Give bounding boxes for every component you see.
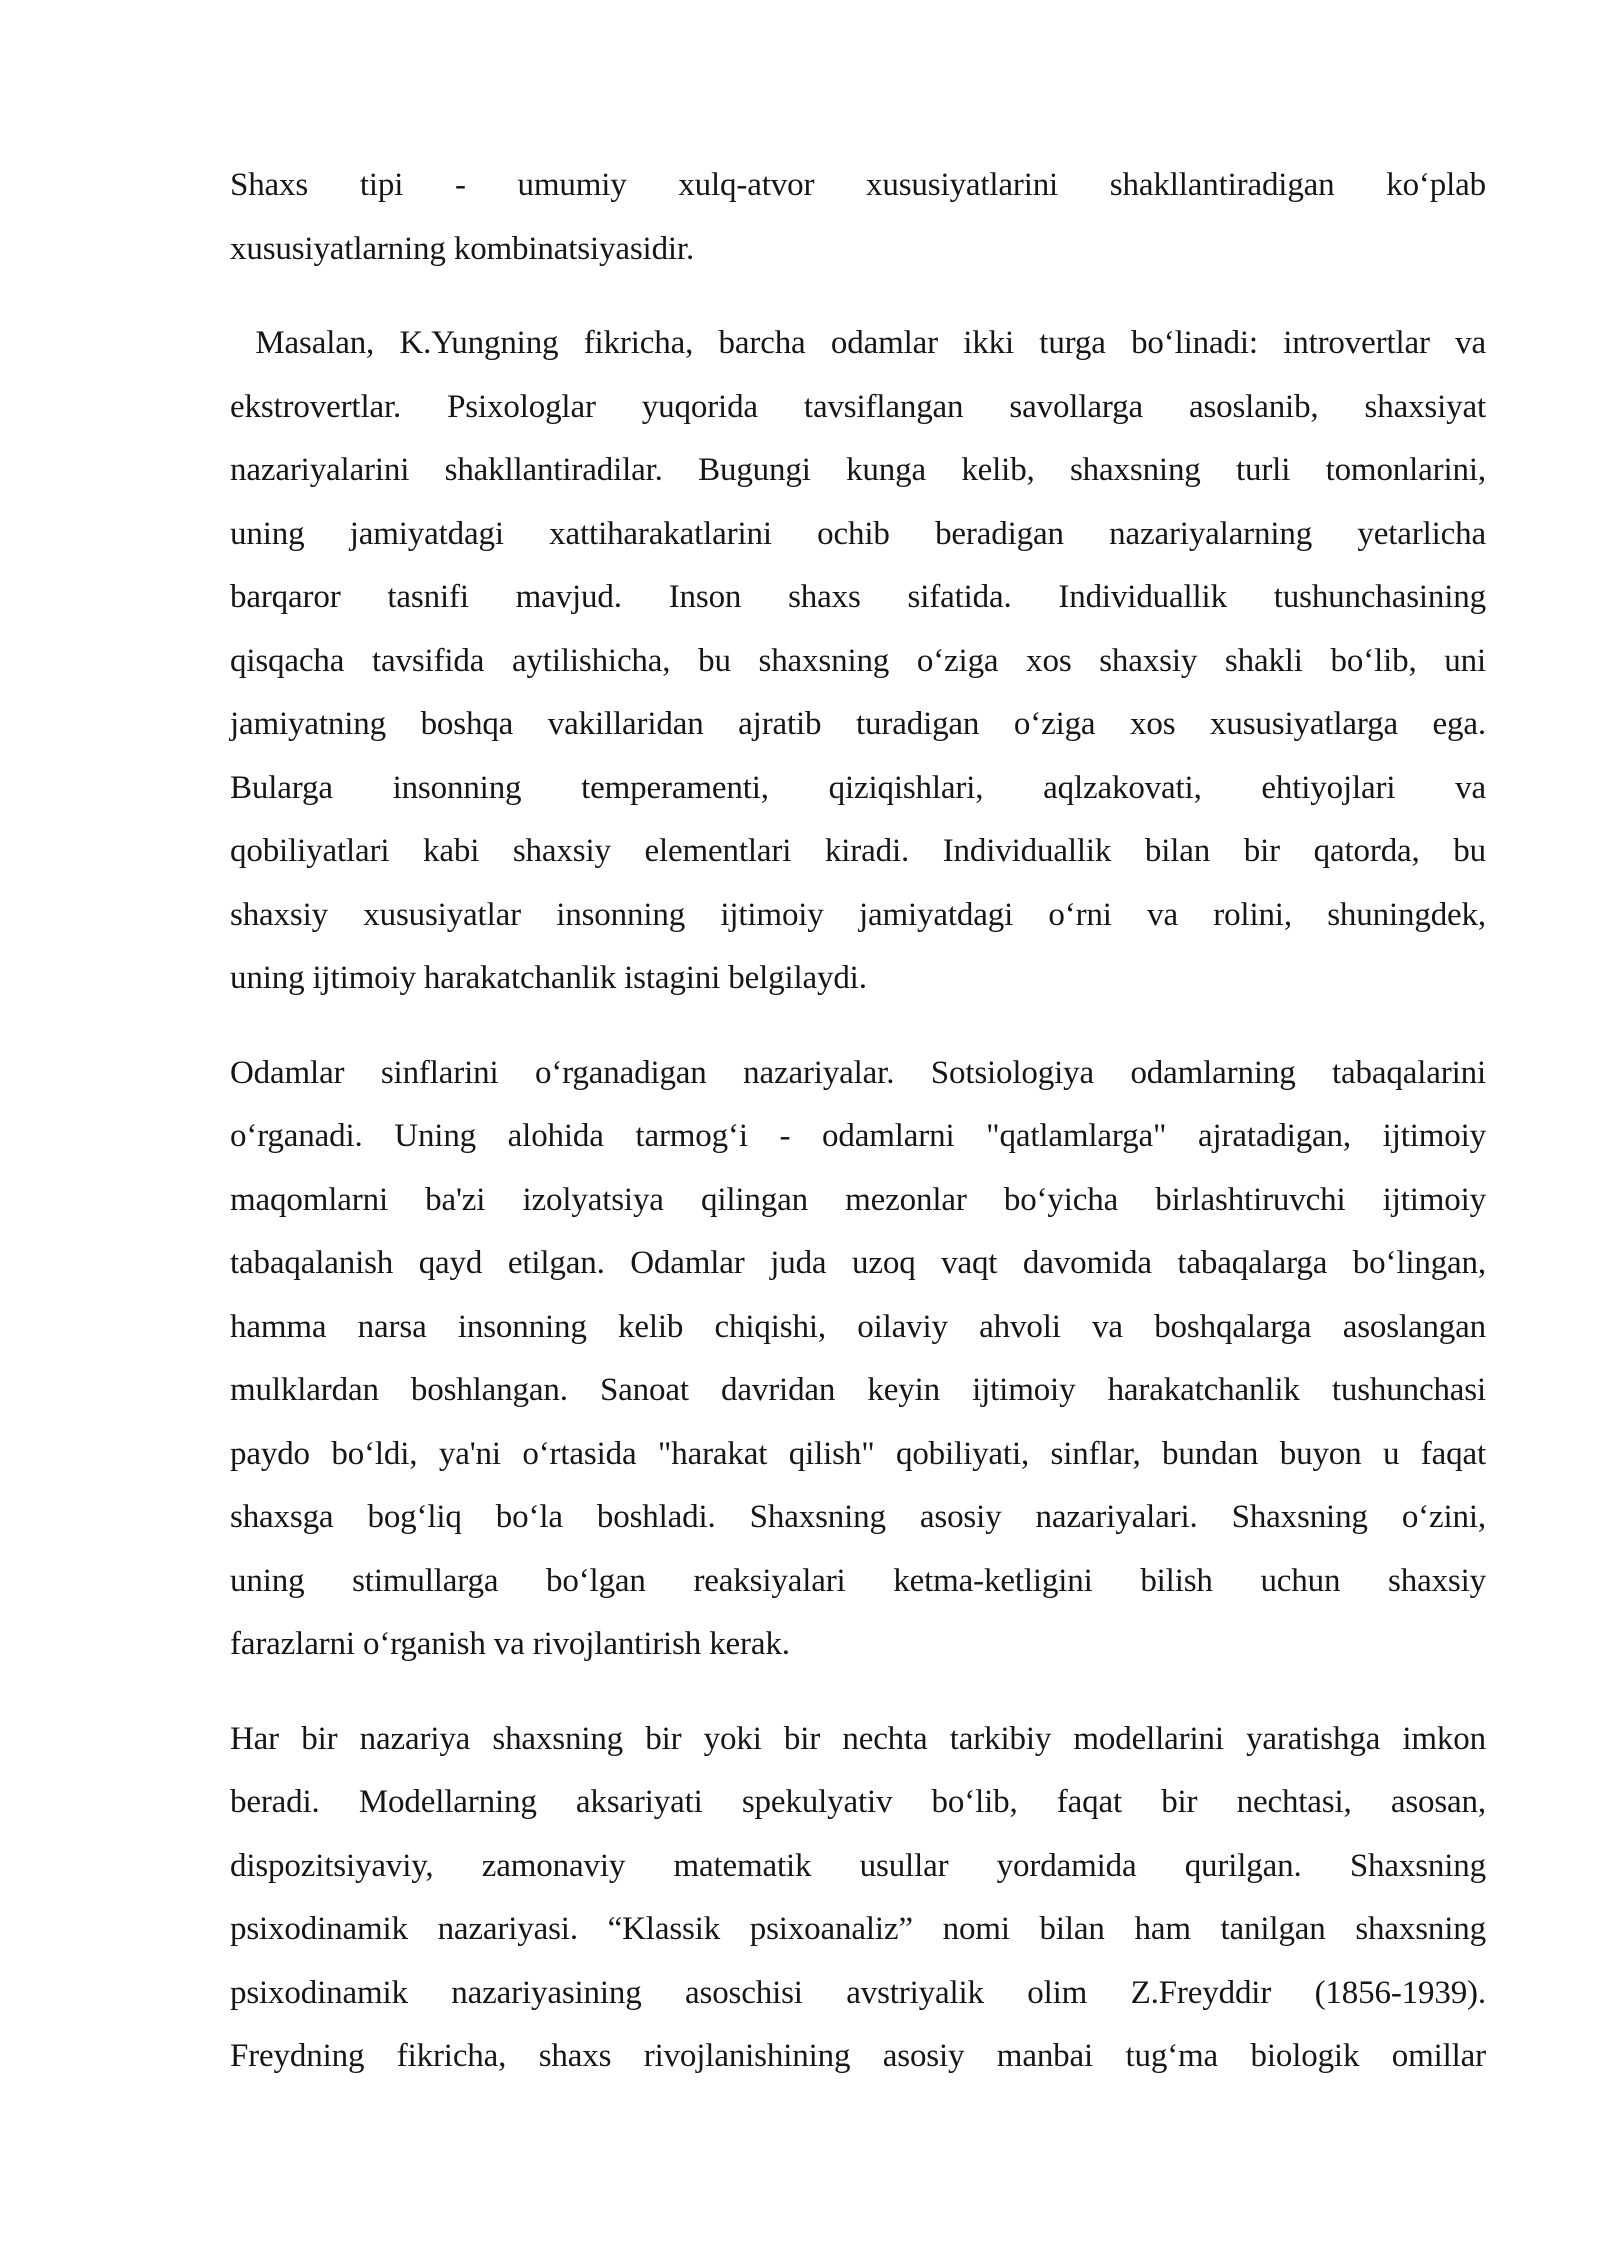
text-line: hamma narsa insonning kelib chiqishi, oilaviy ahvoli va boshqalarga asoslangan (230, 1308, 1486, 1345)
text-line: jamiyatning boshqa vakillaridan ajratib turadigan o‘ziga xos xususiyatlarga ega. (230, 706, 1486, 742)
text-line: Masalan, K.Yungning fikricha, barcha odamlar ikki turga bo‘linadi: introvertlar va (230, 325, 1486, 361)
text-line: paydo bo‘ldi, ya'ni o‘rtasida "harakat qilish" qobiliyati, sinflar, bundan buyon u faqat (230, 1435, 1486, 1472)
text-line: qobiliyatlari kabi shaxsiy elementlari kiradi. Individuallik bilan bir qatorda, bu (230, 833, 1486, 869)
text-line: mulklardan boshlangan. Sanoat davridan keyin ijtimoiy harakatchanlik tushunchasi (230, 1372, 1486, 1408)
text-line: psixodinamik nazariyasi. “Klassik psixoanaliz” nomi bilan ham tanilgan shaxsning (230, 1911, 1486, 1947)
text-line: maqomlarni ba'zi izolyatsiya qilingan mezonlar bo‘yicha birlashtiruvchi ijtimoiy (230, 1181, 1486, 1218)
text-line: Bularga insonning temperamenti, qiziqishlari, aqlzakovati, ehtiyojlari va (230, 769, 1486, 806)
text-line: dispozitsiyaviy, zamonaviy matematik usullar yordamida qurilgan. Shaxsning (230, 1847, 1486, 1884)
document-text (230, 154, 1486, 2120)
text-line: Freydning fikricha, shaxs rivojlanishining asosiy manbai tug‘ma biologik omillar (230, 2038, 1486, 2074)
paragraph (230, 1042, 1486, 1677)
text-line: farazlarni o‘rganish va rivojlantirish kerak. (230, 1626, 790, 1662)
text-line: shaxsga bog‘liq bo‘la boshladi. Shaxsning asosiy nazariyalari. Shaxsning o‘zini, (230, 1499, 1486, 1535)
text-line: tabaqalanish qayd etilgan. Odamlar juda uzoq vaqt davomida tabaqalarga bo‘lingan, (230, 1245, 1486, 1281)
text-line: xususiyatlarning kombinatsiyasidir. (230, 230, 695, 267)
text-line: barqaror tasnifi mavjud. Inson shaxs sifatida. Individuallik tushunchasining (230, 579, 1486, 615)
text-line: Har bir nazariya shaxsning bir yoki bir nechta tarkibiy modellarini yaratishga imkon (230, 1720, 1486, 1757)
text-line: Odamlar sinflarini o‘rganadigan nazariyalar. Sotsiologiya odamlarning tabaqalarini (230, 1054, 1486, 1091)
text-line: shaxsiy xususiyatlar insonning ijtimoiy jamiyatdagi o‘rni va rolini, shuningdek, (230, 896, 1486, 933)
text-line: uning ijtimoiy harakatchanlik istagini belgilaydi. (230, 960, 867, 996)
text-line: uning stimullarga bo‘lgan reaksiyalari ketma-ketligini bilish uchun shaxsiy (230, 1562, 1486, 1599)
paragraph (230, 1708, 1486, 2089)
text-line: uning jamiyatdagi xattiharakatlarini ochib beradigan nazariyalarning yetarlicha (230, 515, 1486, 552)
text-line: ekstrovertlar. Psixologlar yuqorida tavsiflangan savollarga asoslanib, shaxsiyat (230, 388, 1486, 425)
text-line: qisqacha tavsifida aytilishicha, bu shaxsning o‘ziga xos shaxsiy shakli bo‘lib, uni (230, 642, 1486, 679)
text-line: psixodinamik nazariyasining asoschisi avstriyalik olim Z.Freyddir (1856-1939). (230, 1974, 1486, 2011)
paragraph (230, 312, 1486, 1011)
text-line: o‘rganadi. Uning alohida tarmog‘i - odamlarni "qatlamlarga" ajratadigan, ijtimoiy (230, 1118, 1486, 1154)
text-line: Shaxs tipi - umumiy xulq-atvor xususiyatlarini shakllantiradigan ko‘plab (230, 167, 1486, 203)
text-line: nazariyalarini shakllantiradilar. Bugungi kunga kelib, shaxsning turli tomonlarini, (230, 452, 1486, 488)
text-line: beradi. Modellarning aksariyati spekulyativ bo‘lib, faqat bir nechtasi, asosan, (230, 1784, 1486, 1820)
paragraph (230, 154, 1486, 281)
